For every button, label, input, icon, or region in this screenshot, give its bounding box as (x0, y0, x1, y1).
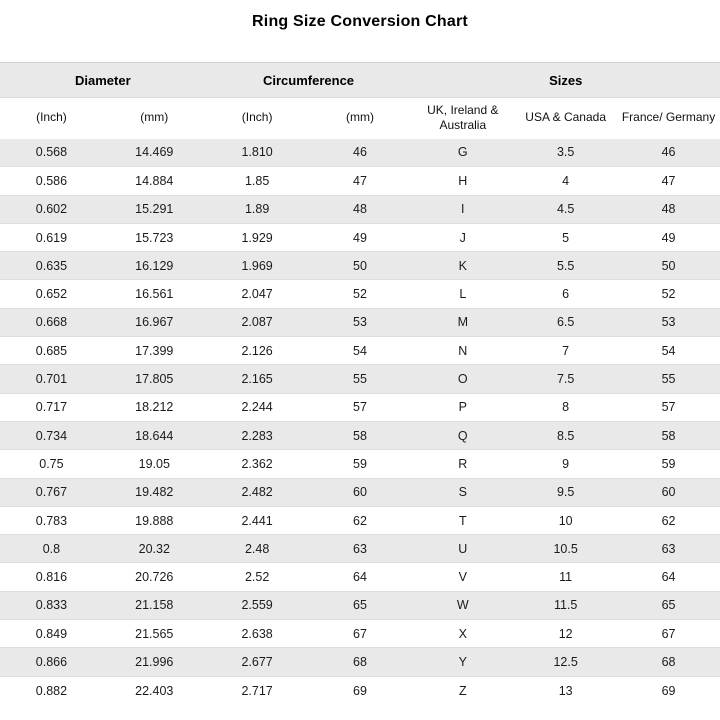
table-cell: 65 (309, 591, 412, 619)
table-cell: M (411, 308, 514, 336)
table-header (0, 63, 720, 139)
table-cell: 15.723 (103, 223, 206, 251)
table-cell: 10 (514, 506, 617, 534)
table-row (0, 563, 720, 591)
table-cell: 50 (309, 252, 412, 280)
table-cell: 0.849 (0, 620, 103, 648)
table-cell: 2.441 (206, 506, 309, 534)
table-cell: 22.403 (135, 683, 174, 698)
table-cell: 67 (617, 620, 720, 648)
table-cell: W (411, 591, 514, 619)
table-cell: 49 (309, 223, 412, 251)
table-cell: I (411, 195, 514, 223)
table-row (0, 620, 720, 648)
table-cell: 68 (309, 648, 412, 676)
table-cell: X (411, 620, 514, 648)
table-cell: K (411, 252, 514, 280)
table-cell: 67 (309, 620, 412, 648)
table-cell: 69 (661, 683, 676, 698)
table-cell: 64 (617, 563, 720, 591)
table-cell: 60 (617, 478, 720, 506)
table-cell: 58 (309, 421, 412, 449)
table-cell: 0.685 (0, 337, 103, 365)
table-cell: 2.087 (206, 308, 309, 336)
table-row (0, 280, 720, 308)
table-cell: 16.561 (103, 280, 206, 308)
table-row (0, 648, 720, 676)
table-cell: 14.469 (103, 139, 206, 167)
table-cell: 1.810 (206, 139, 309, 167)
table-row (0, 450, 720, 478)
table-cell: 2.165 (206, 365, 309, 393)
table-cell: 6 (514, 280, 617, 308)
table-cell: 0.701 (0, 365, 103, 393)
table-cell: 11 (514, 563, 617, 591)
column-header-diameter-mm: (mm) (140, 110, 169, 125)
table-cell: 1.89 (206, 195, 309, 223)
column-group-row (0, 63, 720, 98)
table-cell: 53 (617, 308, 720, 336)
page-header (0, 0, 720, 62)
table-cell: 7.5 (514, 365, 617, 393)
table-cell: 9 (514, 450, 617, 478)
table-cell: 16.129 (103, 252, 206, 280)
table-cell: 21.565 (103, 620, 206, 648)
table-cell: 0.717 (0, 393, 103, 421)
table-cell: 52 (617, 280, 720, 308)
table-cell: U (411, 535, 514, 563)
ring-size-conversion-table (0, 62, 720, 704)
table-cell: 0.882 (35, 683, 68, 698)
table-cell: T (411, 506, 514, 534)
column-header-uk-ireland-australia: UK, Ireland & Australia (427, 102, 499, 133)
table-cell: 60 (309, 478, 412, 506)
table-cell: 62 (617, 506, 720, 534)
table-row (0, 591, 720, 619)
table-cell: 55 (309, 365, 412, 393)
table-cell: 1.929 (206, 223, 309, 251)
table-body (0, 139, 720, 705)
table-row (0, 506, 720, 534)
table-cell: 2.52 (206, 563, 309, 591)
table-row (0, 535, 720, 563)
table-cell: 0.767 (0, 478, 103, 506)
table-cell: 2.559 (206, 591, 309, 619)
table-cell: 14.884 (103, 167, 206, 195)
table-cell: 0.75 (0, 450, 103, 478)
column-header-row (0, 98, 720, 139)
table-cell: 15.291 (103, 195, 206, 223)
table-row (0, 393, 720, 421)
table-cell: 0.668 (0, 308, 103, 336)
table-cell: 0.619 (0, 223, 103, 251)
page-title: Ring Size Conversion Chart (252, 13, 468, 30)
table-cell: 65 (617, 591, 720, 619)
table-cell: 5.5 (514, 252, 617, 280)
column-header-usa-canada: USA & Canada (525, 110, 606, 125)
table-cell: O (411, 365, 514, 393)
table-row (0, 308, 720, 336)
table-cell: 1.969 (206, 252, 309, 280)
table-cell: 69 (353, 683, 367, 698)
table-cell: 4 (514, 167, 617, 195)
table-cell: 18.644 (103, 421, 206, 449)
table-cell: 49 (617, 223, 720, 251)
table-cell: 5 (514, 223, 617, 251)
table-row (0, 252, 720, 280)
table-cell: 46 (309, 139, 412, 167)
table-row (0, 223, 720, 251)
table-cell: 55 (617, 365, 720, 393)
table-cell: 16.967 (103, 308, 206, 336)
table-cell: 47 (617, 167, 720, 195)
table-cell: 0.783 (0, 506, 103, 534)
table-cell: 0.833 (0, 591, 103, 619)
table-cell: 13 (558, 683, 573, 698)
table-cell: 17.805 (103, 365, 206, 393)
table-cell: 2.638 (206, 620, 309, 648)
table-cell: 54 (617, 337, 720, 365)
table-cell: 17.399 (103, 337, 206, 365)
table-cell: 2.362 (206, 450, 309, 478)
table-cell: 2.283 (206, 421, 309, 449)
table-cell: 0.568 (0, 139, 103, 167)
table-cell: N (411, 337, 514, 365)
table-cell: 19.05 (103, 450, 206, 478)
table-cell: 57 (617, 393, 720, 421)
table-cell: 2.677 (206, 648, 309, 676)
table-cell: 0.866 (0, 648, 103, 676)
column-group-diameter: Diameter (0, 63, 206, 98)
table-cell: 10.5 (514, 535, 617, 563)
table-row (0, 676, 720, 704)
table-cell: 0.586 (0, 167, 103, 195)
table-row (0, 337, 720, 365)
table-cell: 8.5 (514, 421, 617, 449)
table-cell: 57 (309, 393, 412, 421)
table-cell: 12 (514, 620, 617, 648)
table-cell: R (411, 450, 514, 478)
table-row (0, 421, 720, 449)
table-cell: 64 (309, 563, 412, 591)
table-cell: 54 (309, 337, 412, 365)
table-cell: 18.212 (103, 393, 206, 421)
table-cell: Q (411, 421, 514, 449)
table-cell: 58 (617, 421, 720, 449)
table-cell: 11.5 (514, 591, 617, 619)
table-cell: 0.652 (0, 280, 103, 308)
table-cell: 19.482 (103, 478, 206, 506)
table-cell: 2.48 (206, 535, 309, 563)
table-cell: 52 (309, 280, 412, 308)
table-row (0, 478, 720, 506)
table-cell: 0.816 (0, 563, 103, 591)
column-group-sizes: Sizes (411, 63, 720, 98)
table-cell: 50 (617, 252, 720, 280)
column-header-france-germany: France/ Germany (621, 110, 716, 125)
table-cell: 2.047 (206, 280, 309, 308)
table-cell: J (411, 223, 514, 251)
table-cell: 0.602 (0, 195, 103, 223)
table-cell: 3.5 (514, 139, 617, 167)
table-cell: 1.85 (206, 167, 309, 195)
table-cell: 7 (514, 337, 617, 365)
table-cell: S (411, 478, 514, 506)
table-cell: 20.32 (103, 535, 206, 563)
column-group-circumference: Circumference (206, 63, 412, 98)
table-cell: 47 (309, 167, 412, 195)
column-header-circumference-mm: (mm) (345, 110, 374, 125)
table-cell: 59 (309, 450, 412, 478)
table-cell: 63 (617, 535, 720, 563)
table-cell: 19.888 (103, 506, 206, 534)
table-row (0, 365, 720, 393)
table-cell: 63 (309, 535, 412, 563)
table-row (0, 139, 720, 167)
table-row (0, 195, 720, 223)
table-cell: 59 (617, 450, 720, 478)
column-header-circumference-inch: (Inch) (241, 110, 273, 125)
table-cell: 9.5 (514, 478, 617, 506)
table-cell: Z (458, 683, 467, 698)
table-cell: 0.734 (0, 421, 103, 449)
table-cell: 20.726 (103, 563, 206, 591)
table-cell: H (411, 167, 514, 195)
table-cell: 62 (309, 506, 412, 534)
table-cell: 8 (514, 393, 617, 421)
table-cell: 4.5 (514, 195, 617, 223)
table-cell: 46 (617, 139, 720, 167)
table-cell: 53 (309, 308, 412, 336)
table-cell: 2.717 (241, 683, 273, 698)
table-cell: L (411, 280, 514, 308)
table-cell: Y (411, 648, 514, 676)
table-cell: 0.635 (0, 252, 103, 280)
table-row (0, 167, 720, 195)
table-cell: 68 (617, 648, 720, 676)
table-cell: G (411, 139, 514, 167)
table-cell: V (411, 563, 514, 591)
table-cell: 12.5 (514, 648, 617, 676)
table-cell: 2.482 (206, 478, 309, 506)
table-cell: 0.8 (0, 535, 103, 563)
table-cell: 21.158 (103, 591, 206, 619)
table-cell: 21.996 (103, 648, 206, 676)
table-cell: 6.5 (514, 308, 617, 336)
table-cell: 48 (617, 195, 720, 223)
column-header-diameter-inch: (Inch) (36, 110, 67, 125)
table-cell: 2.244 (206, 393, 309, 421)
table-cell: 2.126 (206, 337, 309, 365)
table-cell: P (411, 393, 514, 421)
table-cell: 48 (309, 195, 412, 223)
